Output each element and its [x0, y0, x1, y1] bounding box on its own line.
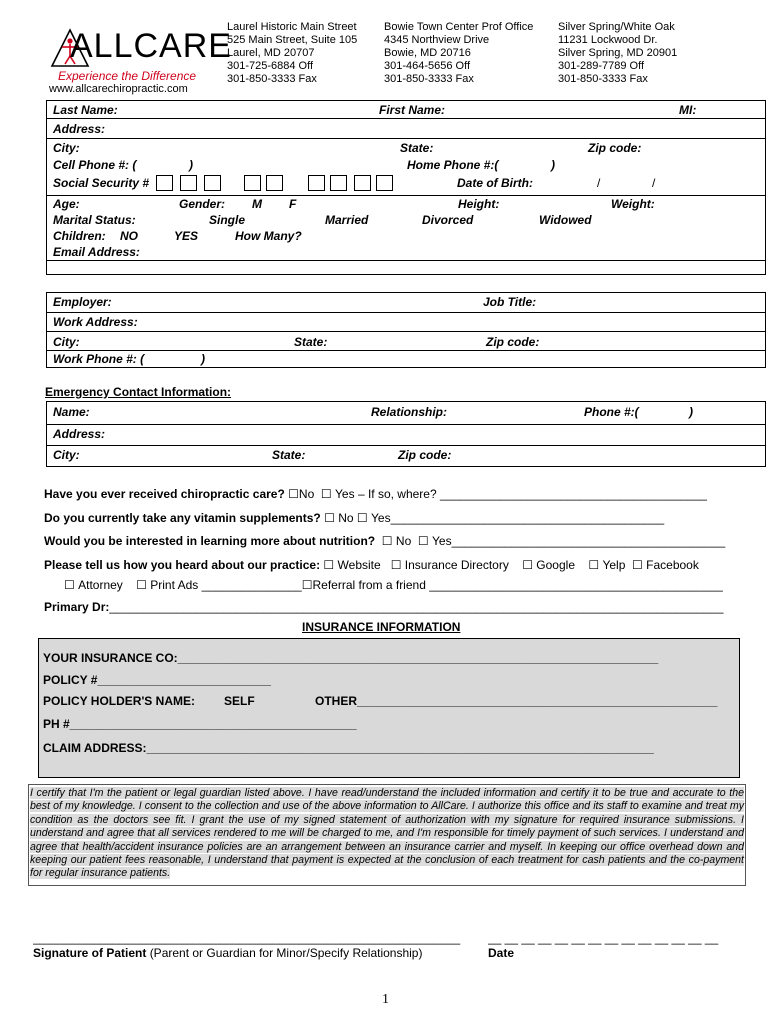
marital-widowed-option[interactable]: Widowed: [539, 213, 592, 227]
checkbox-icon[interactable]: ☐: [356, 511, 368, 525]
logo: [48, 22, 232, 72]
option-yes[interactable]: Yes – If so, where? ________________________________________: [335, 487, 707, 501]
marital-label: Marital Status:: [53, 213, 136, 227]
primary-dr-line[interactable]: ____________________________________________________________________________________________: [109, 600, 724, 614]
office-line: Bowie Town Center Prof Office: [384, 21, 534, 33]
emergency-zip-field[interactable]: Zip code:: [398, 448, 452, 462]
office-line: 4345 Northview Drive: [384, 34, 490, 46]
certification-text: I certify that I'm the patient or legal guardian listed above. I have read/understand the included information and certify it to be true and accurate to the best of my knowledge. I consent to the collection and use of the above information to AllCare. I authorize this office and its staff to examine and treat my condition as the doctors see fit. I grant the use of my signed statement of authorization with my signature for required insurance submissions. I understand and agree that all services rendered to me will be charged to me, and I'm responsible for timely payment of such services. I understand and agree that health/accident insurance policies are an arrangement between an insurance carrier and myself. In keeping our office overhead down and keeping our patient fees reasonable, I understand that payment is expected at the conclusion of each treatment for cash patients and the co-payment for regular insurance patients.: [30, 787, 744, 880]
option-yes[interactable]: Yes_________________________________________: [371, 511, 665, 525]
work-zip-field[interactable]: Zip code:: [486, 335, 540, 349]
work-city-field[interactable]: City:: [53, 335, 80, 349]
checkbox-icon[interactable]: ☐: [522, 558, 533, 572]
email-field[interactable]: Email Address:: [53, 245, 140, 259]
work-phone-close: ): [201, 352, 205, 366]
gender-label: Gender:: [179, 197, 226, 211]
last-name-field[interactable]: Last Name:: [53, 103, 118, 117]
office-line: 301-850-3333 Fax: [227, 73, 317, 85]
office-line: 301-850-3333 Fax: [384, 73, 474, 85]
ssn-digit-box[interactable]: [204, 175, 221, 191]
office-line: 11231 Lockwood Dr.: [558, 34, 658, 46]
first-name-field[interactable]: First Name:: [379, 103, 446, 117]
signature-label: [33, 946, 422, 960]
divider: [46, 138, 766, 139]
checkbox-icon[interactable]: ☐: [588, 558, 600, 572]
checkbox-icon[interactable]: ☐: [136, 578, 147, 592]
office-line: Bowie, MD 20716: [384, 47, 471, 59]
policy-holder-other-field[interactable]: OTHER______________________________________________________: [315, 694, 718, 708]
ssn-digit-box[interactable]: [354, 175, 371, 191]
option-facebook: Facebook: [646, 558, 699, 572]
option-no: No: [298, 487, 315, 501]
ssn-digit-box[interactable]: [156, 175, 173, 191]
question-referral: [44, 558, 699, 572]
office-bowie: [384, 21, 533, 86]
question-referral-line2: [64, 578, 723, 592]
signature-line[interactable]: ________________________________________________________________: [33, 931, 461, 945]
height-field[interactable]: Height:: [458, 197, 500, 211]
option-referral-friend[interactable]: Referral from a friend ____________________________________________: [312, 578, 723, 592]
gender-f-option[interactable]: F: [289, 197, 297, 211]
mi-field[interactable]: MI:: [679, 103, 697, 117]
question-label: Have you ever received chiropractic care?: [44, 487, 285, 501]
emergency-phone-close: ): [689, 405, 693, 419]
checkbox-icon[interactable]: ☐: [632, 558, 643, 572]
checkbox-icon[interactable]: ☐: [323, 558, 335, 572]
ssn-digit-box[interactable]: [180, 175, 197, 191]
gender-m-option[interactable]: M: [252, 197, 262, 211]
option-no: No: [395, 534, 412, 548]
employer-info-box: [46, 292, 766, 368]
age-field[interactable]: Age:: [53, 197, 80, 211]
option-attorney: Attorney: [78, 578, 123, 592]
policy-number-field[interactable]: POLICY #__________________________: [43, 673, 271, 687]
marital-married-option[interactable]: Married: [325, 213, 369, 227]
dob-field[interactable]: Date of Birth:: [457, 176, 533, 190]
children-label: Children:: [53, 229, 106, 243]
divider: [46, 445, 766, 446]
date-label: Date: [488, 946, 515, 960]
option-website: Website: [337, 558, 381, 572]
checkbox-icon[interactable]: ☐: [320, 487, 332, 501]
signature-title: Signature of Patient: [33, 946, 147, 960]
ssn-label: Social Security #: [53, 176, 150, 190]
divider: [46, 331, 766, 332]
logo-text: ALLCARE: [70, 27, 232, 65]
children-how-many-field[interactable]: How Many?: [235, 229, 302, 243]
insurance-company-field[interactable]: YOUR INSURANCE CO:________________________________________________________________________: [43, 651, 659, 665]
dob-slash: /: [597, 176, 601, 190]
office-line: 301-464-5656 Off: [384, 60, 471, 72]
question-label: Do you currently take any vitamin supplements?: [44, 511, 321, 525]
website[interactable]: www.allcarechiropractic.com: [49, 83, 188, 95]
question-label: Please tell us how you heard about our practice:: [44, 558, 321, 572]
policy-holder-label: POLICY HOLDER'S NAME:: [43, 694, 195, 708]
emergency-city-field[interactable]: City:: [53, 448, 80, 462]
work-address-field[interactable]: Work Address:: [53, 315, 138, 329]
children-no-option[interactable]: NO: [120, 229, 138, 243]
work-state-field[interactable]: State:: [294, 335, 328, 349]
employer-field[interactable]: Employer:: [53, 295, 112, 309]
option-no: No: [338, 511, 354, 525]
marital-divorced-option[interactable]: Divorced: [422, 213, 474, 227]
page-number: 1: [382, 992, 389, 1007]
policy-holder-self-option[interactable]: SELF: [224, 694, 255, 708]
logo-tagline: Experience the Difference: [58, 69, 197, 83]
question-chiropractic: [44, 487, 707, 501]
weight-field[interactable]: Weight:: [611, 197, 655, 211]
office-line: Silver Spring/White Oak: [558, 21, 675, 33]
office-line: Silver Spring, MD 20901: [558, 47, 678, 59]
emergency-relationship-field[interactable]: Relationship:: [371, 405, 448, 419]
ssn-digit-box[interactable]: [266, 175, 283, 191]
divider: [46, 260, 766, 261]
checkbox-icon[interactable]: ☐: [324, 511, 335, 525]
emergency-address-field[interactable]: Address:: [53, 427, 106, 441]
divider: [46, 195, 766, 196]
date-line[interactable]: __ __ __ __ __ __ __ __ __ __ __ __ __ __: [488, 931, 719, 945]
dob-slash: /: [652, 176, 656, 190]
cell-phone-close: ): [189, 158, 193, 172]
option-insurance-directory: Insurance Directory: [404, 558, 509, 572]
city-field[interactable]: City:: [53, 141, 80, 155]
divider: [46, 424, 766, 425]
checkbox-icon[interactable]: ☐: [288, 487, 299, 501]
office-line: 301-850-3333 Fax: [558, 73, 648, 85]
office-line: 525 Main Street, Suite 105: [227, 34, 358, 46]
ssn-digit-box[interactable]: [376, 175, 393, 191]
checkbox-icon[interactable]: ☐: [417, 534, 429, 548]
office-line: 301-289-7789 Off: [558, 60, 645, 72]
emergency-name-field[interactable]: Name:: [53, 405, 90, 419]
emergency-heading: Emergency Contact Information:: [45, 385, 232, 399]
address-field[interactable]: Address:: [53, 122, 106, 136]
question-vitamins: [44, 511, 664, 525]
checkbox-icon[interactable]: ☐: [301, 578, 313, 592]
children-yes-option[interactable]: YES: [174, 229, 199, 243]
emergency-state-field[interactable]: State:: [272, 448, 306, 462]
patient-info-box: [46, 100, 766, 275]
ssn-digit-box[interactable]: [308, 175, 325, 191]
home-phone-field[interactable]: Home Phone #:(: [407, 158, 499, 172]
option-yelp: Yelp: [602, 558, 626, 572]
claim-address-field[interactable]: CLAIM ADDRESS:____________________________________________________________________________: [43, 741, 654, 755]
option-google: Google: [536, 558, 575, 572]
office-line: Laurel Historic Main Street: [227, 21, 357, 33]
primary-dr: [44, 600, 723, 614]
signature-note: (Parent or Guardian for Minor/Specify Relationship): [149, 946, 423, 960]
checkbox-icon[interactable]: ☐: [381, 534, 393, 548]
emergency-phone-field[interactable]: Phone #:(: [584, 405, 639, 419]
job-title-field[interactable]: Job Title:: [483, 295, 537, 309]
ssn-digit-box[interactable]: [244, 175, 261, 191]
ssn-digit-box[interactable]: [330, 175, 347, 191]
checkbox-icon[interactable]: ☐: [64, 578, 75, 592]
divider: [46, 118, 766, 119]
office-line: Laurel, MD 20707: [227, 47, 315, 59]
option-yes[interactable]: Yes_________________________________________: [432, 534, 726, 548]
divider: [46, 350, 766, 351]
insurance-phone-field[interactable]: PH #___________________________________________: [43, 717, 357, 731]
office-laurel: [227, 21, 357, 86]
work-phone-field[interactable]: Work Phone #: (: [53, 352, 145, 366]
primary-dr-label: Primary Dr:: [44, 600, 110, 614]
cell-phone-field[interactable]: Cell Phone #: (: [53, 158, 137, 172]
insurance-heading: INSURANCE INFORMATION: [302, 620, 461, 634]
checkbox-icon[interactable]: ☐: [390, 558, 402, 572]
marital-single-option[interactable]: Single: [209, 213, 246, 227]
question-label: Would you be interested in learning more about nutrition?: [44, 534, 376, 548]
home-phone-close: ): [551, 158, 555, 172]
question-nutrition: [44, 534, 725, 548]
zip-field[interactable]: Zip code:: [588, 141, 642, 155]
option-print-ads[interactable]: Print Ads _______________: [150, 578, 302, 592]
divider: [46, 312, 766, 313]
state-field[interactable]: State:: [400, 141, 434, 155]
office-line: 301-725-6884 Off: [227, 60, 314, 72]
office-silver-spring: [558, 21, 677, 86]
